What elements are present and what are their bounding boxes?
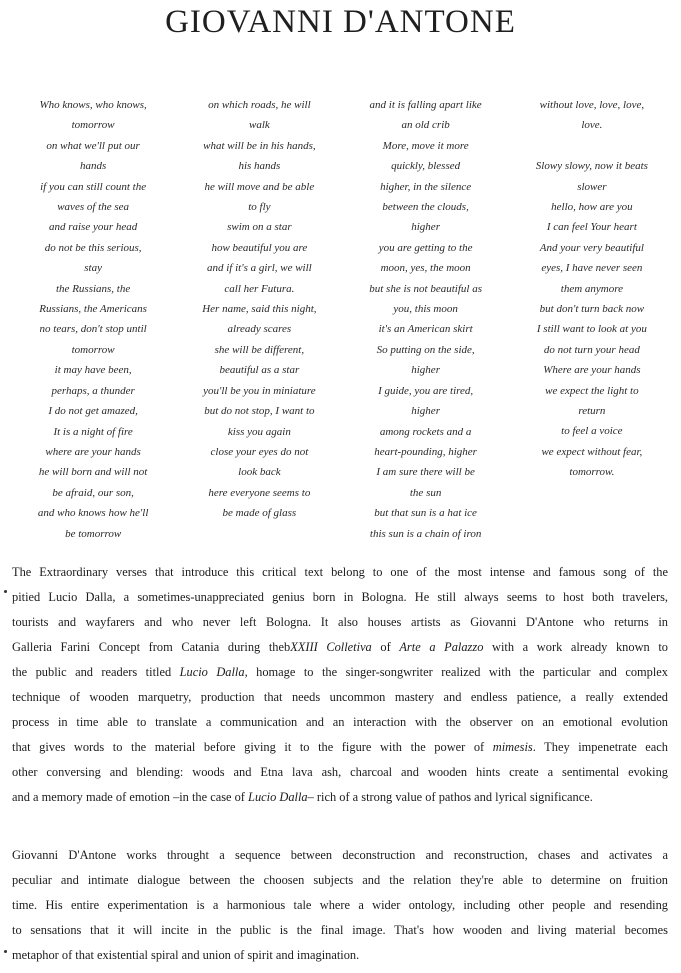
paragraph-line: metaphor of that existential spiral and union of spirit and imagination.	[12, 948, 360, 962]
verse-line: already scares	[227, 323, 292, 336]
verse-line: waves of the sea	[57, 201, 130, 214]
paragraph-line: The Extraordinary verses that introduce this critical text belong to one of the most intense and famous song of the	[12, 565, 668, 579]
verse-line: here everyone seems to	[208, 486, 311, 499]
poem-column-4	[509, 95, 675, 544]
verse-line: return	[578, 405, 606, 418]
verse-line: without love, love, love,	[539, 99, 645, 111]
verse-line: It is a night of fire	[53, 425, 133, 438]
verse-line: he will move and be able	[204, 180, 315, 193]
page-title: GIOVANNI D'ANTONE	[165, 4, 516, 40]
artwork-title: Lucio Dalla	[248, 790, 308, 804]
verse-line: do not be this serious,	[44, 241, 142, 254]
verse-line: and who knows how he'll	[37, 507, 149, 520]
verse-line: but that sun is a hat ice	[374, 507, 477, 520]
verse-line: and raise your head	[48, 221, 138, 234]
verse-line: higher	[411, 405, 440, 418]
verse-line: I am sure there will be	[376, 466, 475, 479]
verse-line: but don't turn back now	[539, 303, 645, 316]
verse-line: More, move it more	[382, 139, 469, 152]
verse-line: Where are your hands	[543, 364, 641, 377]
verse-line: higher, in the silence	[380, 180, 472, 193]
paragraph-line: other conversing and blending: woods and Etna lava ash, charcoal and wooden hints create a sentimental evoking	[12, 765, 668, 779]
text-run: the public and readers titled	[12, 665, 180, 679]
verse-line: swim on a star	[227, 221, 292, 234]
text-run: Galleria Farini Concept from Catania during theb	[12, 640, 291, 654]
verse-line: on what we'll put our	[46, 139, 140, 152]
verse-line: I can feel Your heart	[546, 221, 637, 234]
verse-line: Slowy slowy, now it beats	[535, 160, 648, 173]
verse-line: be tomorrow	[65, 527, 122, 540]
verse-line: Russians, the Americans	[39, 303, 147, 316]
verse-line: where are your hands	[45, 445, 141, 458]
verse-line: hello, how are you	[551, 201, 633, 214]
paragraph-line: time. His entire experimentation is a harmonious tale where a wider ontology, including other people and resending	[12, 898, 668, 912]
verse-line: higher	[411, 221, 440, 234]
verse-line: we expect the light to	[545, 384, 639, 397]
verse-line: do not turn your head	[543, 343, 640, 356]
verse-line: call her Futura.	[224, 282, 295, 295]
paragraph-line: tourists and wayfarers and who never left Bologna. It also houses artists as Giovanni D'Antone who returns in	[12, 615, 668, 629]
verse-line: you are getting to the	[378, 241, 473, 254]
verse-line: beautiful as a star	[219, 364, 300, 377]
verse-line: his hands	[238, 160, 281, 173]
verse-line: close your eyes do not	[210, 445, 309, 458]
critical-text-paragraph-1	[12, 560, 668, 810]
verse-line: perhaps, a thunder	[51, 384, 135, 397]
verse-line: this sun is a chain of iron	[369, 527, 482, 540]
text-run: , homage to the singer-songwriter realized with the particular and complex	[244, 665, 668, 679]
verse-line: I guide, you are tired,	[378, 384, 474, 397]
verse-line: hands	[79, 160, 107, 173]
event-title: Arte a Palazzo	[399, 640, 484, 654]
verse-line: kiss you again	[227, 425, 291, 438]
verse-line: an old crib	[401, 119, 450, 132]
paragraph-line: process in time able to translate a communication and an interaction with the observer on an emotional evolution	[12, 715, 668, 729]
paragraph-line: peculiar and intimate dialogue between the choosen subjects and the relation they're able to determine on fruition	[12, 873, 668, 887]
poem-column-3	[343, 95, 509, 544]
text-run: – rich of a strong value of pathos and lyrical significance.	[307, 790, 593, 804]
verse-line: if you can still count the	[40, 180, 147, 193]
verse-line: moon, yes, the moon	[380, 262, 471, 275]
poem-verses	[10, 95, 675, 544]
stanza-break	[509, 136, 675, 156]
verse-line: them anymore	[560, 282, 623, 295]
verse-line: on which roads, he will	[208, 99, 311, 111]
paragraph-line: to sensations that it will incite in the public is the final image. That's how wooden and living material becomes	[12, 923, 668, 937]
verse-line: it's an American skirt	[378, 323, 473, 336]
text-run: that gives words to the material before giving it to the figure with the power of	[12, 740, 493, 754]
verse-line: tomorrow	[71, 343, 115, 356]
verse-line: be made of glass	[222, 507, 297, 520]
paragraph-line: technique of wooden marquetry, production that needs uncommon mastery and endless patience, a really extended	[12, 690, 668, 704]
paragraph-line: Giovanni D'Antone works throught a sequence between deconstruction and reconstruction, chases and activates a	[12, 848, 668, 862]
verse-line: it may have been,	[54, 364, 132, 377]
verse-line: and it is falling apart like	[369, 99, 482, 111]
paragraph-line	[12, 785, 668, 810]
verse-line: I still want to look at you	[536, 323, 647, 336]
verse-line: to feel a voice	[561, 425, 623, 438]
verse-line: tomorrow	[71, 119, 115, 132]
verse-line: higher	[411, 364, 440, 377]
verse-line: stay	[84, 262, 102, 275]
text-run: . They impenetrate each	[532, 740, 668, 754]
scan-speck	[4, 950, 7, 953]
verse-line: no tears, don't stop until	[39, 323, 147, 336]
verse-line: she will be different,	[214, 343, 305, 356]
paragraph-line	[12, 660, 668, 685]
verse-line: but do not stop, I want to	[204, 405, 315, 418]
verse-line: what will be in his hands,	[203, 139, 316, 152]
verse-line: love.	[581, 119, 603, 132]
text-run: and a memory made of emotion –in the case of	[12, 790, 249, 804]
verse-line: the sun	[409, 486, 442, 499]
verse-line: among rockets and a	[379, 425, 472, 438]
verse-line: to fly	[248, 201, 271, 214]
verse-line: you, this moon	[393, 303, 458, 316]
verse-line: And your very beautiful	[539, 241, 644, 254]
exhibition-title: XXIII Colletiva	[290, 640, 372, 654]
text-run: with a work already known to	[483, 640, 668, 654]
paragraph-line	[12, 635, 668, 660]
verse-line: walk	[248, 119, 270, 132]
verse-line: quickly, blessed	[391, 160, 461, 173]
poem-column-2	[176, 95, 342, 544]
verse-line: I do not get amazed,	[48, 405, 138, 418]
critical-text-paragraph-2	[12, 843, 668, 968]
verse-line: but she is not beautiful as	[369, 282, 482, 295]
paragraph-line	[12, 735, 668, 760]
verse-line: Her name, said this night,	[202, 303, 317, 316]
verse-line: heart-pounding, higher	[374, 445, 477, 458]
poem-column-1	[10, 95, 176, 544]
verse-line: you'll be you in miniature	[203, 384, 316, 397]
verse-line: slower	[577, 180, 607, 193]
artwork-title: Lucio Dalla	[179, 665, 245, 679]
emphasis-term: mimesis	[492, 740, 533, 754]
verse-line: we expect without fear,	[541, 445, 643, 458]
verse-line: Who knows, who knows,	[39, 99, 147, 111]
verse-line: the Russians, the	[56, 282, 131, 295]
verse-line: eyes, I have never seen	[541, 262, 643, 275]
verse-line: be afraid, our son,	[52, 486, 134, 499]
verse-line: So putting on the side,	[376, 343, 475, 356]
verse-line: how beautiful you are	[211, 241, 308, 254]
paragraph-line: pitied Lucio Dalla, a sometimes-unappreciated genius born in Bologna. He still always seems to host both travelers,	[12, 590, 668, 604]
verse-line: between the clouds,	[382, 201, 469, 214]
scan-speck	[4, 590, 7, 593]
verse-line: he will born and will not	[38, 466, 148, 479]
verse-line: tomorrow.	[569, 466, 615, 479]
verse-line: look back	[238, 466, 281, 479]
text-run: of	[371, 640, 400, 654]
verse-line: and if it's a girl, we will	[207, 262, 312, 275]
